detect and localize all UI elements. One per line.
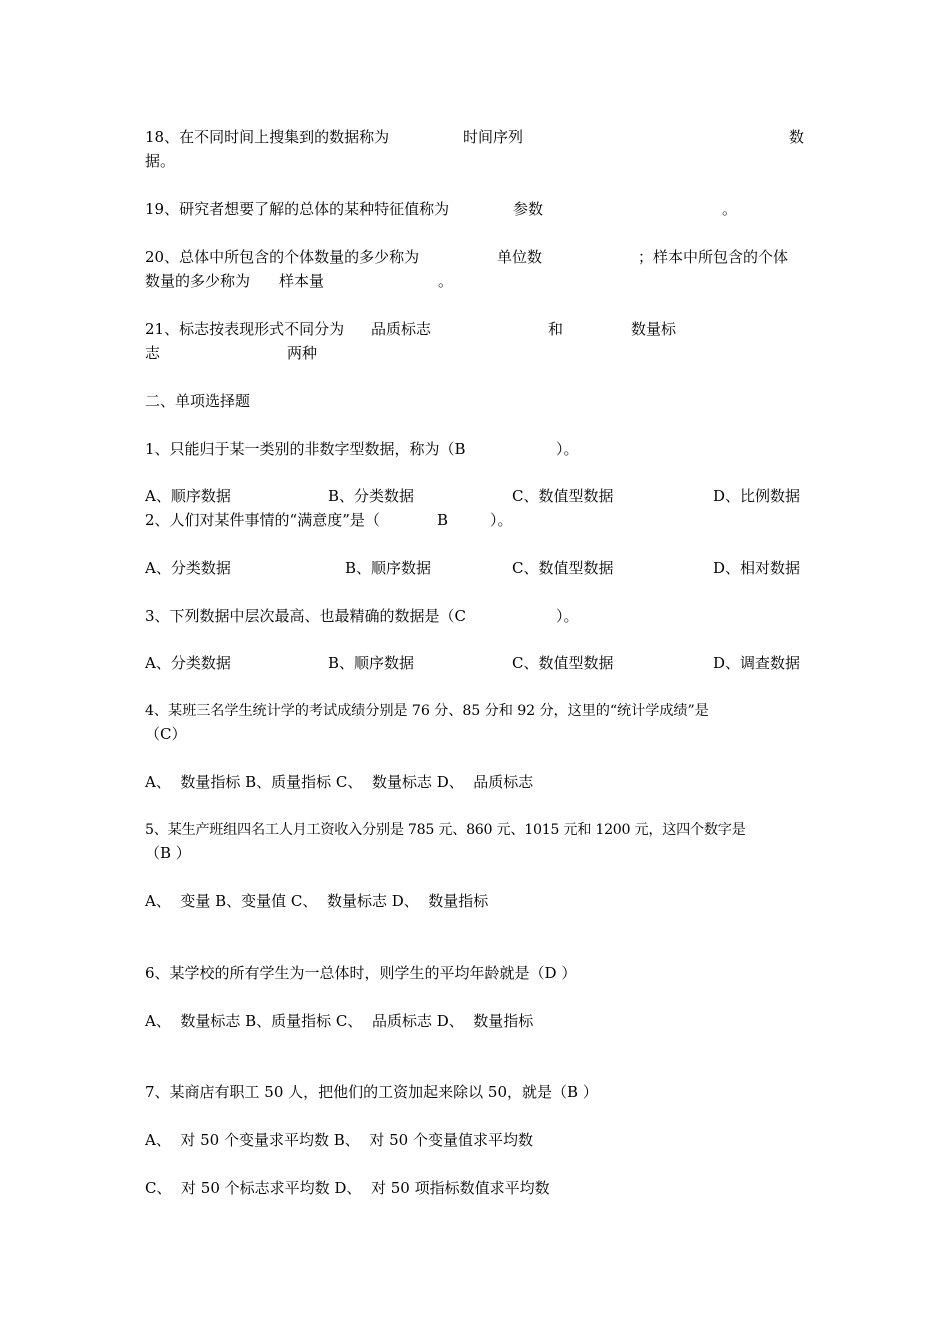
q21-end: 两种 xyxy=(287,344,318,362)
q21-answer2a: 数量标 xyxy=(631,320,677,338)
q2-option-b: B、顺序数据 xyxy=(345,559,432,577)
q1-close: ）。 xyxy=(556,440,579,458)
q5-options: A、 变量 B、变量值 C、 数量标志 D、 数量指标 xyxy=(145,892,489,910)
q5-stem: 5、某生产班组四名工人月工资收入分别是 785 元、860 元、1015 元和 1200 元，这四个数字是 xyxy=(145,822,746,838)
q6-stem: 6、某学校的所有学生为一总体时，则学生的平均年龄就是（D ） xyxy=(145,964,577,982)
q1-stem: 1、只能归于某一类别的非数字型数据，称为（B xyxy=(145,440,466,458)
q3-option-d: D、调查数据 xyxy=(713,654,801,672)
q3-close: ）。 xyxy=(556,607,579,625)
q21-answer2b: 志 xyxy=(145,344,161,362)
q5-answer: （B ） xyxy=(145,844,191,862)
q20-middle: ；样本中所包含的个体 xyxy=(638,248,789,266)
q2-close: ）。 xyxy=(490,511,513,529)
q6-options: A、 数量标志 B、质量指标 C、 品质标志 D、 数量指标 xyxy=(145,1012,534,1030)
q18-prefix: 18、在不同时间上搜集到的数据称为 xyxy=(145,128,390,146)
q2-option-c: C、数值型数据 xyxy=(512,559,614,577)
q3-option-b: B、顺序数据 xyxy=(328,654,415,672)
q18-answer: 时间序列 xyxy=(463,128,524,146)
q3-stem: 3、下列数据中层次最高、也最精确的数据是（C xyxy=(145,607,467,625)
q20-end: 。 xyxy=(438,272,454,290)
q21-conj: 和 xyxy=(548,320,564,338)
q20-answer1: 单位数 xyxy=(497,248,543,266)
q7-stem: 7、某商店有职工 50 人，把他们的工资加起来除以 50，就是（B ） xyxy=(145,1083,598,1101)
q7-options-1: A、 对 50 个变量求平均数 B、 对 50 个变量值求平均数 xyxy=(145,1131,533,1149)
q20-prefix: 20、总体中所包含的个体数量的多少称为 xyxy=(145,248,420,266)
q21-answer1: 品质标志 xyxy=(371,320,432,338)
q2-option-d: D、相对数据 xyxy=(713,559,801,577)
q3-option-c: C、数值型数据 xyxy=(512,654,614,672)
q19-prefix: 19、研究者想要了解的总体的某种特征值称为 xyxy=(145,200,450,218)
q4-stem: 4、某班三名学生统计学的考试成绩分别是 76 分、85 分和 92 分，这里的“统计学成绩”是 xyxy=(145,703,709,719)
q1-option-d: D、比例数据 xyxy=(713,487,801,505)
q4-options: A、 数量指标 B、质量指标 C、 数量标志 D、 品质标志 xyxy=(145,773,534,791)
q1-option-b: B、分类数据 xyxy=(328,487,415,505)
q7-options-2: C、 对 50 个标志求平均数 D、 对 50 项指标数值求平均数 xyxy=(145,1179,550,1197)
q4-answer: （C） xyxy=(145,725,187,743)
q2-answer: B xyxy=(437,511,449,529)
q20-answer2: 样本量 xyxy=(279,272,325,290)
q19-end: 。 xyxy=(722,200,738,218)
q2-option-a: A、分类数据 xyxy=(145,559,231,577)
q1-option-c: C、数值型数据 xyxy=(512,487,614,505)
q18-tail: 数 xyxy=(789,128,805,146)
q2-stem: 2、人们对某件事情的“满意度”是（ xyxy=(145,511,380,529)
q1-option-a: A、顺序数据 xyxy=(145,487,231,505)
q19-answer: 参数 xyxy=(513,200,544,218)
q18-cont: 据。 xyxy=(145,152,176,170)
section-title: 二、单项选择题 xyxy=(145,392,251,410)
q3-option-a: A、分类数据 xyxy=(145,654,231,672)
q21-prefix: 21、标志按表现形式不同分为 xyxy=(145,320,345,338)
q20-cont: 数量的多少称为 xyxy=(145,272,251,290)
